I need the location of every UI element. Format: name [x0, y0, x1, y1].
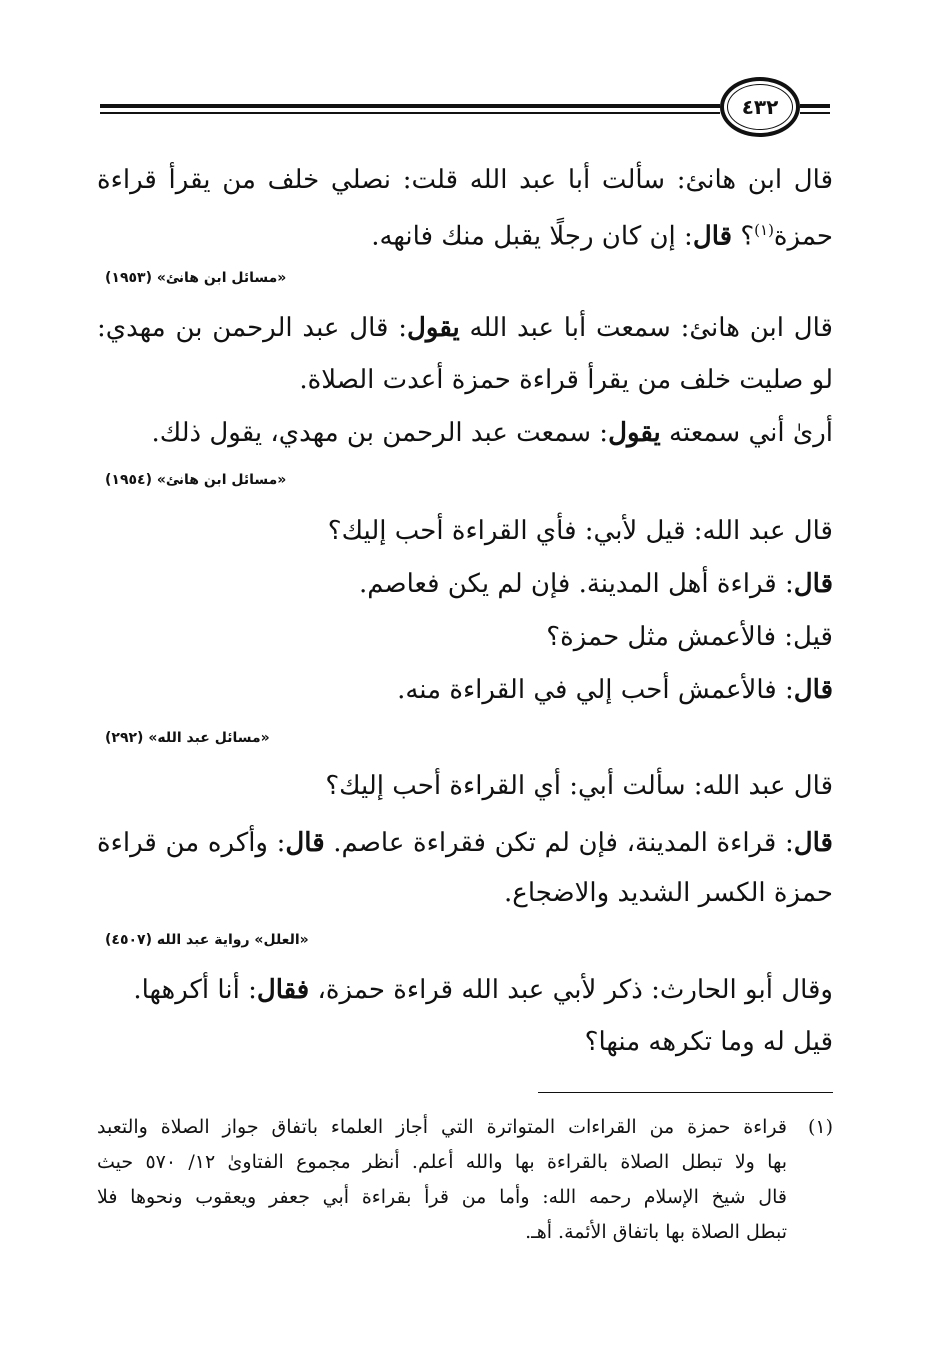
header-rule-right-thick	[800, 104, 830, 108]
bold-run: فقال	[256, 975, 310, 1005]
paragraph-line: لو صليت خلف من يقرأ قراءة حمزة أعدت الصلاة.	[299, 365, 833, 395]
footnote-line: بها ولا تبطل الصلاة بالقراءة بها والله أعلم. أنظر مجموع الفتاوىٰ ١٢/ ٥٧٠ حيث	[97, 1151, 787, 1173]
text-run: وقال أبو الحارث: ذكر لأبي عبد الله قراءة حمزة،	[309, 975, 833, 1005]
paragraph-line: قال عبد الله: قيل لأبي: فأي القراءة أحب إليك؟	[327, 516, 833, 546]
text-run: قال ابن هانئ: سألت أبا عبد الله قلت: نصلي خلف من يقرأ قراءة	[97, 165, 833, 195]
paragraph-line	[97, 970, 833, 1010]
paragraph-line	[97, 160, 833, 200]
paragraph-line: قيل له وما تكرهه منها؟	[584, 1027, 833, 1057]
footnote-line: تبطل الصلاة بها باتفاق الأئمة. أهـ.	[525, 1221, 787, 1243]
text-run: حمزة	[773, 221, 833, 252]
text-run: : سمعت عبد الرحمن بن مهدي، يقول ذلك.	[151, 418, 609, 448]
bold-run: قال	[793, 675, 833, 705]
source-citation: «مسائل ابن هانئ» (١٩٥٣)	[105, 270, 287, 286]
bold-run: قال	[793, 828, 833, 858]
footnote-number: (١)	[807, 1116, 833, 1138]
text-run: : قال عبد الرحمن بن مهدي:	[97, 313, 408, 343]
page-number: ٤٣٢	[727, 84, 793, 130]
text-run: : فالأعمش أحب إلي في القراءة منه.	[397, 675, 794, 705]
header-rule-thick	[100, 104, 720, 108]
paragraph-line: قيل: فالأعمش مثل حمزة؟	[546, 622, 833, 652]
page-number-badge	[720, 77, 800, 137]
footnote-line: قال شيخ الإسلام رحمه الله: وأما من قرأ بقراءة أبي جعفر ويعقوب ونحوها فلا	[97, 1186, 787, 1208]
footnote-line: قراءة حمزة من القراءات المتواترة التي أجاز العلماء باتفاق جواز الصلاة والتعبد	[97, 1116, 787, 1138]
source-citation: «مسائل ابن هانئ» (١٩٥٤)	[105, 472, 287, 488]
text-run: : قراءة المدينة، فإن لم تكن فقراءة عاصم.	[324, 828, 794, 858]
text-run: : قراءة أهل المدينة. فإن لم يكن فعاصم.	[358, 569, 794, 599]
header-rule-thin	[100, 112, 720, 114]
paragraph-line	[97, 823, 833, 863]
source-citation: «العلل» رواية عبد الله (٤٥٠٧)	[105, 932, 309, 948]
paragraph-line: حمزة الكسر الشديد والاضجاع.	[504, 878, 833, 908]
text-run: قال ابن هانئ: سمعت أبا عبد الله	[459, 313, 833, 343]
text-run: : وأكره من قراءة	[97, 828, 286, 858]
bold-run: قال	[793, 569, 833, 599]
paragraph-line	[97, 413, 833, 453]
bold-run: يقول	[608, 418, 661, 448]
text-run: ؟	[732, 221, 755, 252]
bold-run: قال	[692, 221, 733, 252]
paragraph-line	[97, 670, 833, 710]
text-run: أرىٰ أني سمعته	[660, 418, 833, 448]
bold-run: قال	[285, 828, 325, 858]
paragraph-line	[97, 308, 833, 348]
paragraph-line	[97, 564, 833, 604]
paragraph-line	[97, 210, 833, 257]
header-rule-right-thin	[800, 112, 830, 114]
source-citation: «مسائل عبد الله» (٢٩٢)	[105, 730, 270, 746]
paragraph-line: قال عبد الله: سألت أبي: أي القراءة أحب إليك؟	[325, 771, 833, 801]
text-run: : إن كان رجلًا يقبل منك فانهه.	[371, 221, 693, 252]
footnote-marker: (١)	[754, 221, 774, 239]
bold-run: يقول	[407, 313, 460, 343]
footnote-separator	[538, 1092, 833, 1093]
text-run: : أنا أكرهها.	[133, 975, 257, 1005]
